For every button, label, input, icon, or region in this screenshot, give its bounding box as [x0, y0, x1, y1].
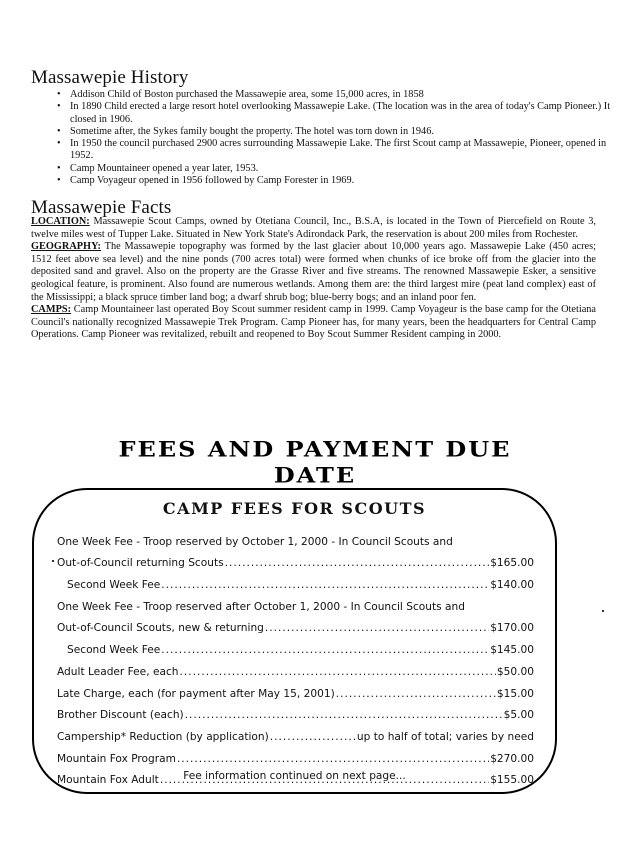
fee-row	[57, 569, 534, 591]
fee-label: Second Week Fee	[67, 579, 161, 592]
history-item	[52, 101, 612, 126]
fee-label: Campership* Reduction (by application)	[57, 730, 269, 743]
fee-amount: $50.00	[496, 665, 534, 678]
fee-label: Out-of-Council returning Scouts	[57, 557, 224, 570]
fee-label: Brother Discount (each)	[57, 709, 184, 722]
fee-amount: $15.00	[496, 687, 534, 700]
history-item	[52, 126, 612, 138]
fee-label: Adult Leader Fee, each	[57, 665, 179, 678]
fee-label: Out-of-Council Scouts, new & returning	[57, 622, 264, 635]
camp-fees-box	[32, 488, 557, 794]
facts-label: GEOGRAPHY:	[31, 241, 101, 253]
history-item-text: Sometime after, the Sykes family bought the property. The hotel was torn down in 1946.	[70, 125, 434, 137]
facts-body	[31, 216, 596, 342]
fee-amount: $5.00	[503, 709, 534, 722]
fee-amount: $170.00	[490, 622, 534, 635]
fee-row	[57, 526, 534, 548]
fee-amount: $165.00	[490, 557, 534, 570]
history-item-text: In 1890 Child erected a large resort hotel overlooking Massawepie Lake. (The location was in the area of today's Camp Pioneer.) It closed in 1906.	[70, 101, 611, 125]
dot-leader	[265, 622, 489, 634]
fee-list	[57, 526, 534, 786]
facts-heading: Massawepie Facts	[31, 197, 172, 218]
history-item-text: Camp Mountaineer opened a year later, 1953.	[70, 162, 259, 174]
history-item	[52, 138, 612, 163]
history-item-text: Addison Child of Boston purchased the Massawepie area, some 15,000 acres, in 1858	[70, 89, 424, 100]
facts-text: Massawepie Scout Camps, owned by Otetiana Council, Inc., B.S.A, is located in the Town of Piercefield on Route 3, twelve miles west of Tupper Lake. Situated in New York State's Adirondack Park, the reservation is about 200 miles from Rochester.	[31, 216, 596, 240]
fee-amount: $145.00	[490, 644, 534, 657]
fee-continued-note: Fee information continued on next page...	[183, 770, 406, 782]
bullet-icon: •	[57, 162, 61, 174]
fee-row	[57, 700, 534, 722]
history-item	[52, 89, 612, 101]
fee-label: Mountain Fox Adult	[57, 774, 159, 787]
dot-leader	[185, 709, 503, 721]
fee-label: One Week Fee - Troop reserved after October 1, 2000 - In Council Scouts and	[57, 600, 465, 613]
facts-paragraph	[31, 304, 596, 342]
scan-speck	[52, 560, 54, 562]
history-item	[52, 163, 612, 175]
dot-leader	[336, 688, 496, 700]
dot-leader	[180, 666, 496, 678]
fee-row	[57, 548, 534, 570]
bullet-icon: •	[57, 175, 61, 187]
dot-leader	[225, 557, 490, 569]
camp-fees-title: CAMP FEES FOR SCOUTS	[162, 499, 427, 518]
fee-row	[57, 678, 534, 700]
history-list	[52, 89, 612, 187]
fee-row	[57, 591, 534, 613]
dot-leader	[177, 753, 489, 765]
history-heading: Massawepie History	[31, 67, 189, 88]
fee-row	[57, 613, 534, 635]
history-item-text: In 1950 the council purchased 2900 acres surrounding Massawepie Lake. The first Scout camp at Massawepie, Pioneer, opened in 1952.	[70, 138, 607, 162]
bullet-icon: •	[57, 101, 61, 113]
facts-label: CAMPS:	[31, 304, 72, 316]
fee-label: One Week Fee - Troop reserved by October 1, 2000 - In Council Scouts and	[57, 535, 453, 548]
fee-amount: $140.00	[490, 579, 534, 592]
facts-paragraph	[31, 216, 596, 241]
fee-row	[57, 656, 534, 678]
dot-leader	[270, 731, 356, 743]
bullet-icon: •	[57, 89, 61, 100]
facts-label: LOCATION:	[31, 216, 90, 227]
fee-label: Mountain Fox Program	[57, 752, 176, 765]
history-item	[52, 175, 612, 187]
fee-amount: up to half of total; varies by need	[356, 730, 534, 743]
bullet-icon: •	[57, 138, 61, 150]
fee-amount: $270.00	[490, 752, 534, 765]
facts-text: The Massawepie topography was formed by the last glacier about 10,000 years ago. Massawepie Lake (450 acres; 1512 feet above sea level) and the nine ponds (700 acres total) were formed when chunks of ice broke off from the glacier into the deposited sand and gravel. Also on the property are the Grasse River and five streams. The renowned Massawepie Esker, a sensitive geological feature, is prominent. Also found are numerous wetlands. Among them are: the third largest mire (peat land complex) east of the Mississippi; a black spruce timber land bog; a dwarf shrub bog; blue-berry bogs; and an inland poor fen.	[31, 241, 596, 303]
history-item-text: Camp Voyageur opened in 1956 followed by Camp Forester in 1969.	[70, 175, 355, 187]
facts-paragraph	[31, 241, 596, 304]
dot-leader	[161, 644, 489, 656]
facts-text: Camp Mountaineer last operated Boy Scout summer resident camp in 1999. Camp Voyageur is the base camp for the Otetiana Council's nationally recognized Massawepie Trek Program. Camp Pioneer has, for many years, been the headquarters for Central Camp Operations. Camp Pioneer was revitalized, rebuilt and reopened to Boy Scout Summer Resident camping in 2000.	[31, 304, 596, 341]
fee-row	[57, 721, 534, 743]
dot-leader	[161, 579, 489, 591]
fee-label: Late Charge, each (for payment after May 15, 2001)	[57, 687, 335, 700]
fee-row	[57, 634, 534, 656]
scan-speck	[602, 610, 604, 612]
fee-label: Second Week Fee	[67, 644, 161, 657]
fee-row	[57, 743, 534, 765]
fees-banner-heading: FEES AND PAYMENT DUE DATE	[118, 435, 512, 489]
bullet-icon: •	[57, 125, 61, 137]
fee-amount: $155.00	[490, 774, 534, 787]
